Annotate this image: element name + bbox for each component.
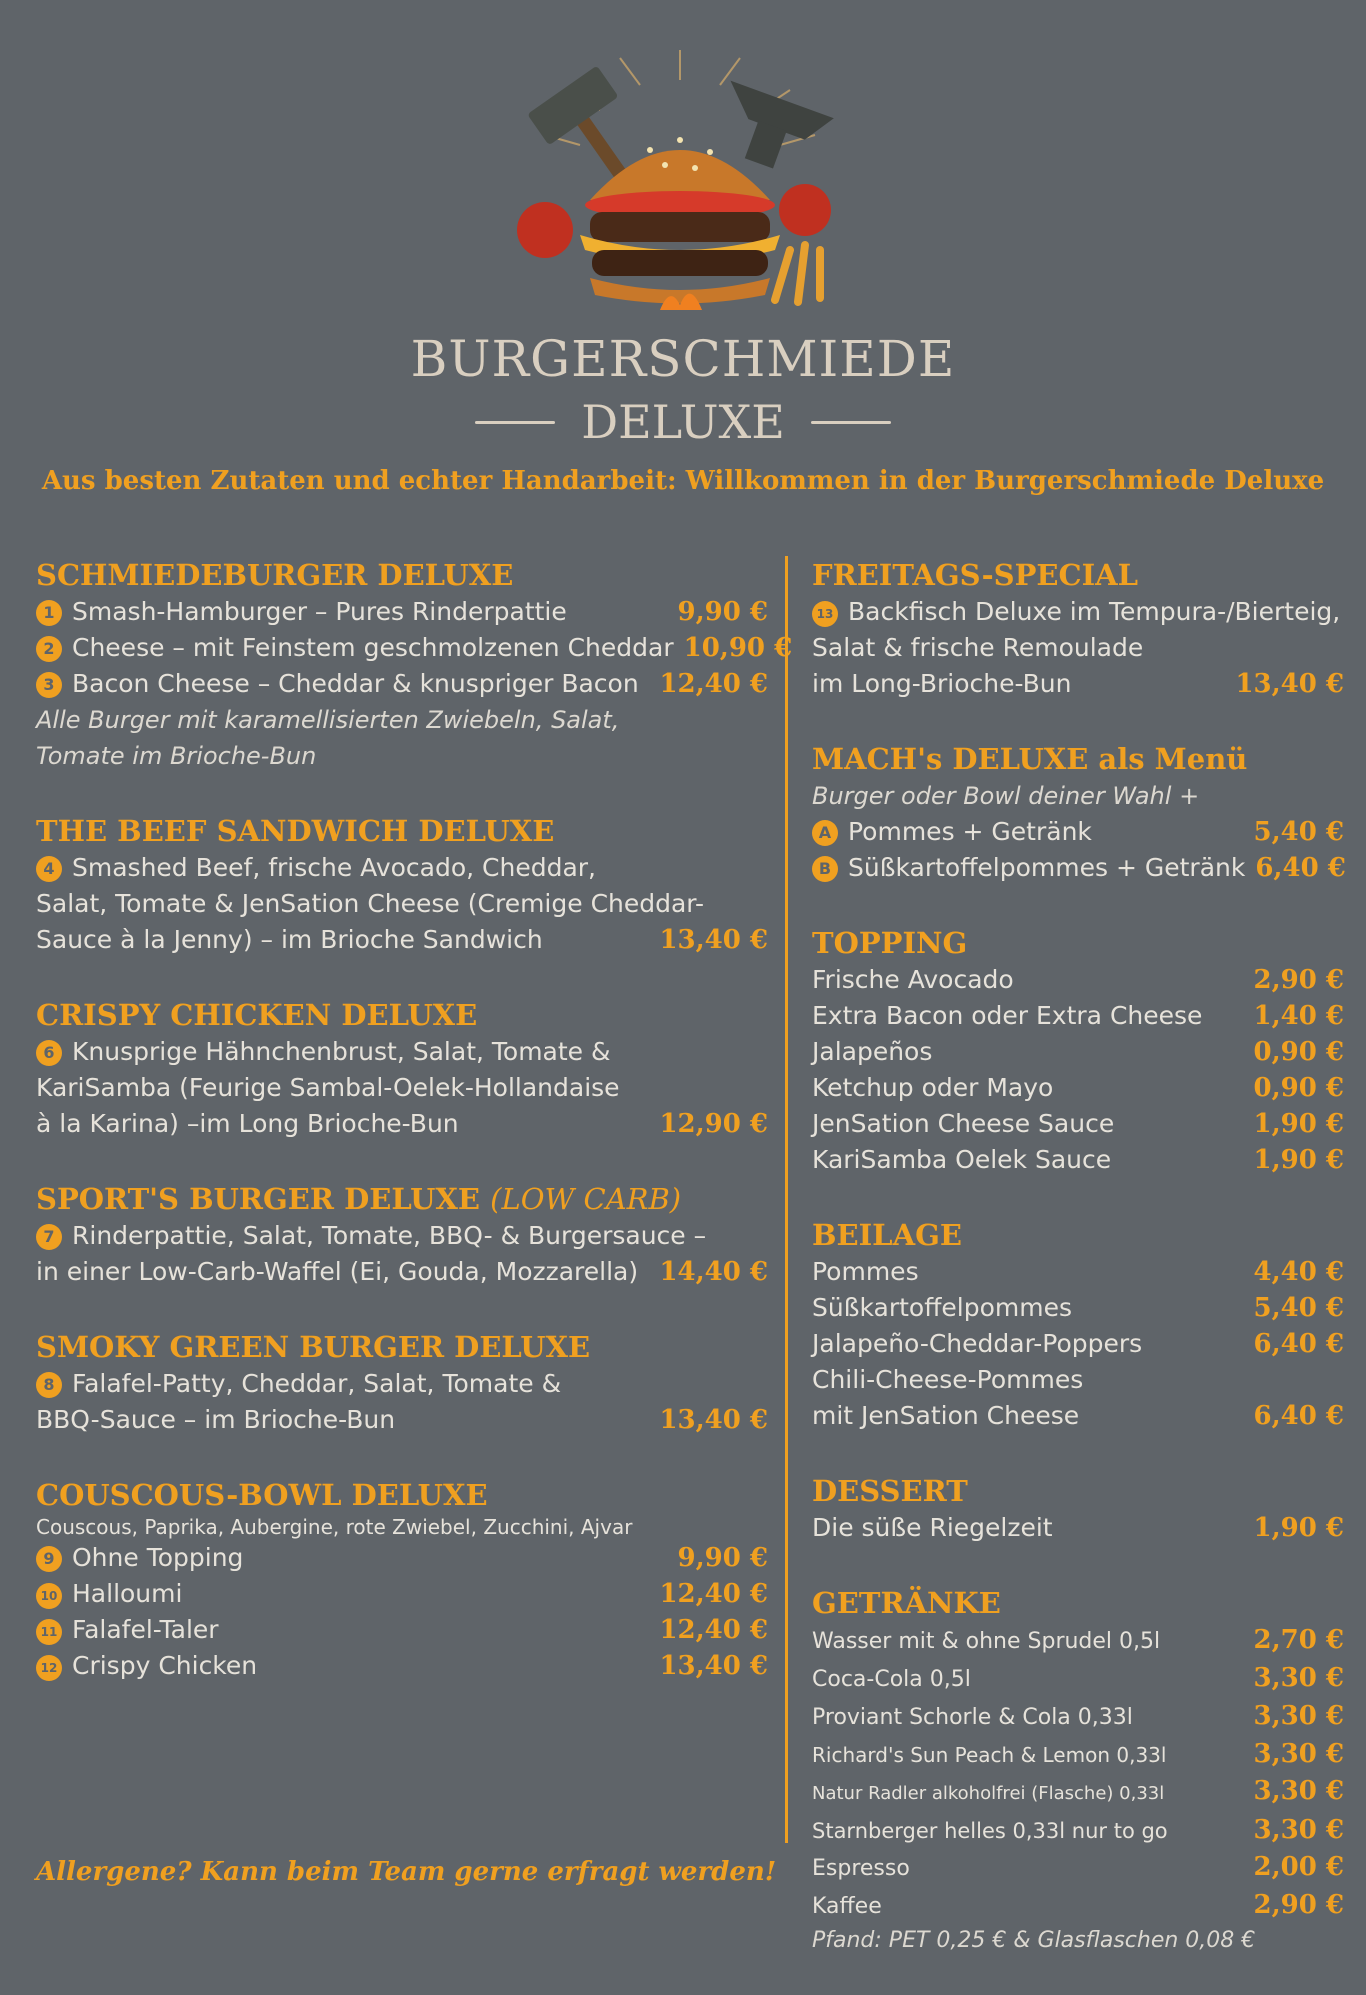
item-price: 0,90 € [1253, 1037, 1344, 1067]
brand-subtitle: DELUXE [581, 395, 785, 449]
item-description: Jalapeños [812, 1037, 933, 1066]
menu-item [812, 1106, 1344, 1142]
section-getraenke [812, 1584, 1344, 1957]
menu-item [812, 1254, 1344, 1290]
item-description: Bacon Cheese – Cheddar & knuspriger Bacon [72, 669, 639, 698]
item-description: Kaffee [812, 1894, 882, 1919]
menu-item [36, 1648, 768, 1684]
item-description: Pommes + Getränk [848, 817, 1092, 846]
item-description: KariSamba Oelek Sauce [812, 1145, 1112, 1174]
item-price: 5,40 € [1253, 817, 1344, 847]
section-title [36, 1180, 768, 1218]
menu-item [812, 1773, 1344, 1812]
menu-item [36, 594, 768, 630]
item-description: Backfisch Deluxe im Tempura-/Bierteig, [848, 597, 1341, 626]
item-price: 12,90 € [659, 1109, 768, 1139]
item-number-badge: 1 [36, 600, 62, 626]
menu-item [812, 1660, 1344, 1698]
item-number-badge: 11 [36, 1619, 62, 1645]
menu-item [812, 1290, 1344, 1326]
section-title: MACH's DELUXE als Menü [812, 742, 1248, 776]
item-price: 6,40 € [1253, 1401, 1344, 1431]
section-title: SCHMIEDEBURGER DELUXE [36, 558, 514, 592]
item-description: Cheese – mit Feinstem geschmolzenen Cheddar [72, 633, 674, 662]
menu-item [812, 1142, 1344, 1178]
section-topping [812, 924, 1344, 1178]
item-price: 2,90 € [1253, 1890, 1344, 1920]
menu-item [812, 814, 1344, 850]
section-crispy-chicken [36, 996, 768, 1142]
item-price: 4,40 € [1253, 1257, 1344, 1287]
menu-item [812, 1736, 1344, 1773]
menu-item [36, 1612, 768, 1648]
menu-item [812, 1510, 1344, 1546]
menu-item [812, 1034, 1344, 1070]
item-description: mit JenSation Cheese [812, 1401, 1080, 1430]
menu-item [812, 1698, 1344, 1736]
item-price: 1,90 € [1253, 1513, 1344, 1543]
item-description: Proviant Schorle & Cola 0,33l [812, 1705, 1133, 1730]
item-description: Sauce à la Jenny) – im Brioche Sandwich [36, 925, 543, 954]
item-description: Jalapeño-Cheddar-Poppers [812, 1329, 1143, 1358]
item-description: Espresso [812, 1856, 910, 1881]
menu-item [812, 1812, 1344, 1849]
burger-logo-image [480, 40, 880, 330]
item-description: Salat, Tomate & JenSation Cheese (Cremige Cheddar- [36, 889, 705, 918]
item-description: Rinderpattie, Salat, Tomate, BBQ- & Burgersauce – [72, 1221, 707, 1250]
item-price: 9,90 € [677, 597, 768, 627]
item-number-badge: 13 [812, 601, 838, 627]
item-description: Falafel-Taler [72, 1615, 219, 1644]
menu-item [812, 1398, 1344, 1434]
menu-item [812, 1849, 1344, 1887]
section-freitags-special [812, 556, 1344, 702]
section-note: Burger oder Bowl deiner Wahl + [812, 782, 1200, 810]
brand-subtitle-row [0, 392, 1366, 452]
item-price: 3,30 € [1253, 1739, 1344, 1769]
section-title-text: SPORT'S BURGER DELUXE [36, 1182, 481, 1216]
section-couscous-bowl [36, 1476, 768, 1684]
item-price: 2,70 € [1253, 1625, 1344, 1655]
section-title: SMOKY GREEN BURGER DELUXE [36, 1330, 591, 1364]
section-title-suffix: (LOW CARB) [490, 1182, 682, 1216]
item-description: Smash-Hamburger – Pures Rinderpattie [72, 597, 567, 626]
item-description: Smashed Beef, frische Avocado, Cheddar, [72, 853, 596, 882]
section-subtitle: Couscous, Paprika, Aubergine, rote Zwiebel, Zucchini, Ajvar [36, 1515, 633, 1539]
section-note: Tomate im Brioche-Bun [36, 742, 317, 770]
menu-item [36, 1576, 768, 1612]
column-divider [785, 556, 788, 1843]
item-number-badge: 6 [36, 1040, 62, 1066]
section-note: Alle Burger mit karamellisierten Zwiebeln, Salat, [36, 706, 620, 734]
menu-item [812, 1622, 1344, 1660]
item-description: in einer Low-Carb-Waffel (Ei, Gouda, Mozzarella) [36, 1257, 639, 1286]
left-column [36, 556, 793, 1722]
item-description: Coca-Cola 0,5l [812, 1667, 971, 1692]
item-price: 9,90 € [677, 1543, 768, 1573]
section-beef-sandwich [36, 812, 768, 958]
section-title: COUSCOUS-BOWL DELUXE [36, 1478, 488, 1512]
item-description: Wasser mit & ohne Sprudel 0,5l [812, 1629, 1161, 1654]
section-title: THE BEEF SANDWICH DELUXE [36, 814, 555, 848]
menu-item [36, 1402, 768, 1438]
item-price: 5,40 € [1253, 1293, 1344, 1323]
menu-item [812, 850, 1344, 886]
item-description: Frische Avocado [812, 965, 1014, 994]
item-description: Natur Radler alkoholfrei (Flasche) 0,33l [812, 1783, 1165, 1804]
menu-item [812, 1326, 1344, 1362]
item-description: Ohne Topping [72, 1543, 244, 1572]
menu-item [36, 1106, 768, 1142]
item-price: 13,40 € [659, 1405, 768, 1435]
item-price: 13,40 € [659, 1651, 768, 1681]
item-price: 3,30 € [1253, 1701, 1344, 1731]
section-smoky-green [36, 1328, 768, 1438]
menu-item [36, 630, 793, 666]
menu-item [812, 962, 1344, 998]
item-description: Pommes [812, 1257, 919, 1286]
menu-item [812, 1887, 1344, 1925]
item-description: Knusprige Hähnchenbrust, Salat, Tomate & [72, 1037, 611, 1066]
item-price: 1,90 € [1253, 1109, 1344, 1139]
item-number-badge: 12 [36, 1655, 62, 1681]
item-description: BBQ-Sauce – im Brioche-Bun [36, 1405, 396, 1434]
menu-item [36, 1254, 768, 1290]
item-price: 3,30 € [1253, 1663, 1344, 1693]
item-description: à la Karina) –im Long Brioche-Bun [36, 1109, 459, 1138]
item-price: 12,40 € [659, 669, 768, 699]
section-title: DESSERT [812, 1474, 968, 1508]
item-number-badge: 7 [36, 1224, 62, 1250]
menu-item [36, 922, 768, 958]
section-title: TOPPING [812, 926, 968, 960]
item-number-badge: 10 [36, 1583, 62, 1609]
item-price: 2,90 € [1253, 965, 1344, 995]
item-description: Halloumi [72, 1579, 183, 1608]
item-price: 14,40 € [659, 1257, 768, 1287]
item-number-badge: 4 [36, 856, 62, 882]
item-price: 6,40 € [1253, 1329, 1344, 1359]
item-price: 0,90 € [1253, 1073, 1344, 1103]
tagline: Aus besten Zutaten und echter Handarbeit: Willkommen in der Burgerschmiede Deluxe [41, 466, 1325, 496]
section-schmiedeburger [36, 556, 793, 774]
item-number-badge: 9 [36, 1546, 62, 1572]
menu-item [812, 1070, 1344, 1106]
allergen-note: Allergene? Kann beim Team gerne erfragt werden! [36, 1857, 777, 1887]
item-number-badge: 3 [36, 672, 62, 698]
item-description: Richard's Sun Peach & Lemon 0,33l [812, 1743, 1167, 1767]
item-description: Salat & frische Remoulade [812, 633, 1144, 662]
item-price: 1,40 € [1253, 1001, 1344, 1031]
item-letter-badge: B [812, 856, 838, 882]
item-letter-badge: A [812, 820, 838, 846]
brand-name: BURGERSCHMIEDE [410, 330, 956, 388]
section-menu-deal [812, 740, 1344, 886]
item-price: 3,30 € [1253, 1776, 1344, 1806]
section-beilage [812, 1216, 1344, 1434]
item-price: 12,40 € [659, 1579, 768, 1609]
item-price: 10,90 € [683, 633, 793, 663]
decorative-rule-right [811, 421, 891, 424]
item-price: 1,90 € [1253, 1145, 1344, 1175]
decorative-rule-left [475, 421, 555, 424]
item-description: JenSation Cheese Sauce [812, 1109, 1115, 1138]
section-title: BEILAGE [812, 1218, 962, 1252]
item-price: 6,40 € [1255, 853, 1346, 883]
section-sports-burger [36, 1180, 768, 1290]
item-description: Chili-Cheese-Pommes [812, 1365, 1084, 1394]
section-title: CRISPY CHICKEN DELUXE [36, 998, 478, 1032]
section-title: GETRÄNKE [812, 1586, 1001, 1620]
item-description: im Long-Brioche-Bun [812, 669, 1072, 698]
deposit-note: Pfand: PET 0,25 € & Glasflaschen 0,08 € [812, 1928, 1256, 1953]
right-column [812, 556, 1344, 1995]
item-description: Falafel-Patty, Cheddar, Salat, Tomate & [72, 1369, 562, 1398]
menu-item [36, 1540, 768, 1576]
item-price: 13,40 € [659, 925, 768, 955]
item-description: Crispy Chicken [72, 1651, 258, 1680]
item-description: KariSamba (Feurige Sambal-Oelek-Hollandaise [36, 1073, 620, 1102]
item-number-badge: 8 [36, 1372, 62, 1398]
section-title: FREITAGS-SPECIAL [812, 558, 1139, 592]
item-price: 3,30 € [1253, 1815, 1344, 1845]
item-description: Starnberger helles 0,33l nur to go [812, 1819, 1168, 1843]
section-dessert [812, 1472, 1344, 1546]
item-price: 2,00 € [1253, 1852, 1344, 1882]
item-number-badge: 2 [36, 636, 62, 662]
item-description: Süßkartoffelpommes + Getränk [848, 853, 1246, 882]
item-description: Extra Bacon oder Extra Cheese [812, 1001, 1203, 1030]
item-description: Die süße Riegelzeit [812, 1513, 1053, 1542]
item-description: Süßkartoffelpommes [812, 1293, 1073, 1322]
item-price: 12,40 € [659, 1615, 768, 1645]
item-description: Ketchup oder Mayo [812, 1073, 1054, 1102]
menu-item [36, 666, 768, 702]
menu-item [812, 998, 1344, 1034]
item-price: 13,40 € [1235, 669, 1344, 699]
menu-item [812, 666, 1344, 702]
